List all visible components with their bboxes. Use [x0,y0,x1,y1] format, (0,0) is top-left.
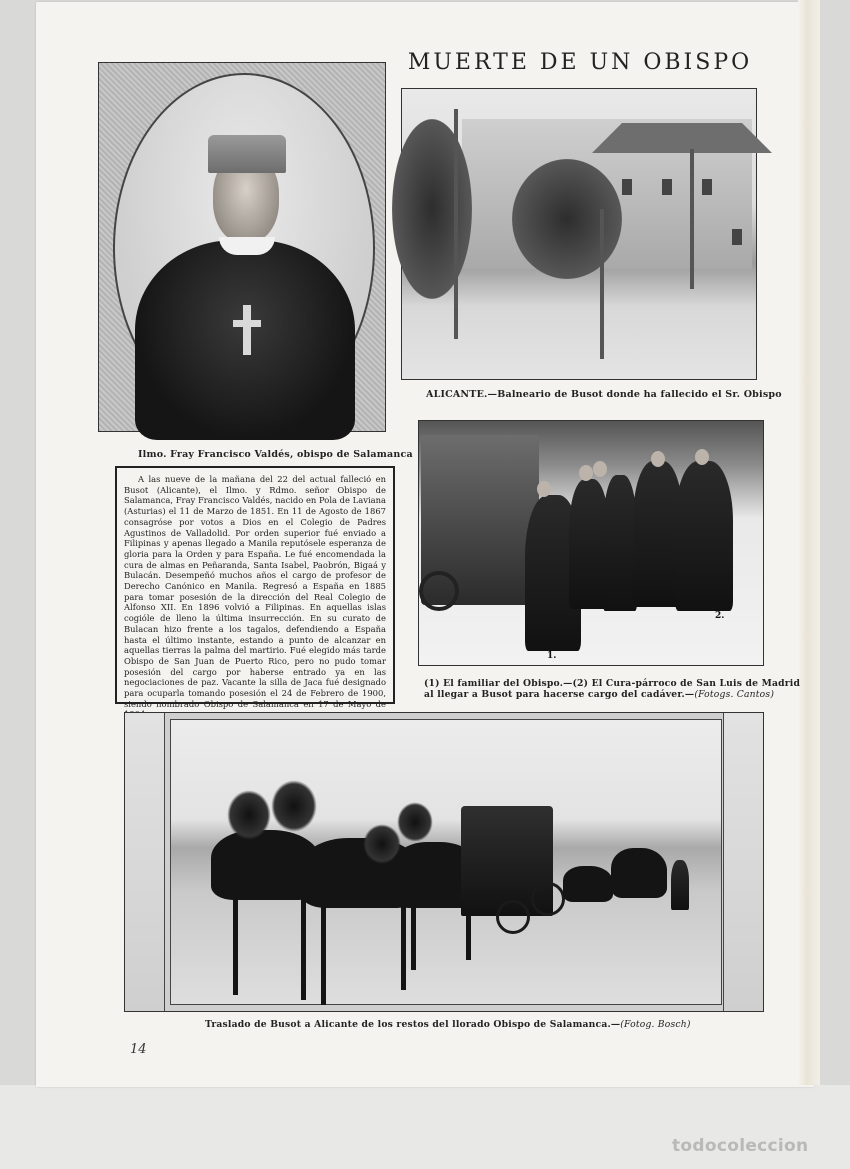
figure-head [537,481,551,497]
page-number: 14 [130,1042,147,1057]
tree [392,119,472,299]
building-window [662,179,672,195]
figure-head [695,449,709,465]
bishop-portrait-photo [98,62,386,432]
portrait-caption: Ilmo. Fray Francisco Valdés, obispo de Salamanca [138,449,413,460]
balneario-photo [401,88,757,380]
horse-leg [401,900,406,990]
car-wheel [419,571,459,611]
car-scene-photo-credit: (Fotogs. Cantos) [694,689,775,700]
pectoral-cross [243,305,251,355]
car-scene-photo [418,420,764,666]
tree-trunk [690,149,694,289]
horse-plume [397,802,433,842]
tree-trunk [600,209,604,359]
background-bottom [0,1085,850,1169]
procession-caption [205,1019,691,1030]
tree [512,159,622,279]
horse-leg [321,900,326,1005]
distant-horse [563,866,613,902]
funeral-procession-photo [124,712,764,1012]
figure-head [579,465,593,481]
figure-label-1: 1. [547,651,557,661]
procession-caption-text: Traslado de Busot a Alicante de los restos del llorado Obispo de Salamanca.— [205,1019,621,1030]
building-window [622,179,632,195]
horse-plume [227,790,271,840]
figure-head [593,461,607,477]
pectoral-cross-bar [233,320,261,327]
balneario-caption: ALICANTE.—Balneario de Busot donde ha fallecido el Sr. Obispo [426,389,782,400]
priest-figure-2 [675,461,733,611]
procession-photo-credit: (Fotog. Bosch) [620,1019,691,1030]
distant-figure [671,860,689,910]
procession-scene [170,719,722,1005]
page-edge [798,0,820,1085]
building-window [732,229,742,245]
building-window [702,179,712,195]
building-roof [572,123,772,153]
figure-head [651,451,665,467]
portrait-biretta [208,135,286,173]
page-title: MUERTE DE UN OBISPO [407,50,753,75]
watermark-logo: todocoleccion [672,1136,809,1156]
hearse-wheel [496,900,530,934]
article-paragraph: A las nueve de la mañana del 22 del actual falleció en Busot (Alicante), el Ilmo. y Rdmo. señor Obispo de Salamanca, Fray Francisco Valdés, nacido en Pola de Laviana (Asturias) el 11 de Marzo de 1851. En 11 de Agosto de 1867 consagróse por votos a Dios en el Colegio de Padres Agustinos de Valladolid. Por orden superior fué enviado a Filipinas y apenas llegado a Manila reputósele esperanza de gloria para la Orden y para España. Le fué encomendada la cura de almas en Peñaranda, Santa Isabel, Paobrón, Bigaá y Bulacán. Desempeñó muchos años el cargo de profesor de Derecho Canónico en Manila. Regresó a España en 1885 para tomar posesión de la dirección del Real Colegio de Alfonso XII. En 1896 volvió a Filipinas. En aquellas islas cogióle de lleno la última insurrección. En su curato de Bulacan hizo frente a los tagalos, defendiendo a España hasta el último instante, estando a punto de alcanzar en aquellas tierras la palma del martirio. Fué elegido más tarde Obispo de San Juan de Puerto Rico, pero no pudo tomar posesión del cargo por haberse entrado ya en las negociaciones de paz. Vacante la silla de Jaca fué designado para ocuparla tomando posesión el 24 de Febrero de 1900, siendo nombrado Obispo de Salamanca en 17 de Mayo de [124,474,386,709]
distant-carriage [611,848,667,898]
horse-plume [271,780,317,832]
hearse-wheel [531,882,565,916]
tree-trunk [454,109,458,339]
car-scene-caption-line2 [424,689,774,700]
photo-side-panel-right [723,713,763,1011]
photo-side-panel-left [125,713,165,1011]
car-scene-caption-text: al llegar a Busot para hacerse cargo del cadáver.— [424,689,695,700]
horse-leg [233,895,238,995]
figure-label-2: 2. [715,611,725,621]
portrait-oval-frame [113,73,375,423]
horse-leg [301,895,306,1000]
article-text-box [115,466,395,709]
car-scene-caption-line1: (1) El familiar del Obispo.—(2) El Cura-párroco de San Luis de Madrid [424,678,801,689]
standing-figure [603,475,637,611]
horse-leg [411,900,416,970]
